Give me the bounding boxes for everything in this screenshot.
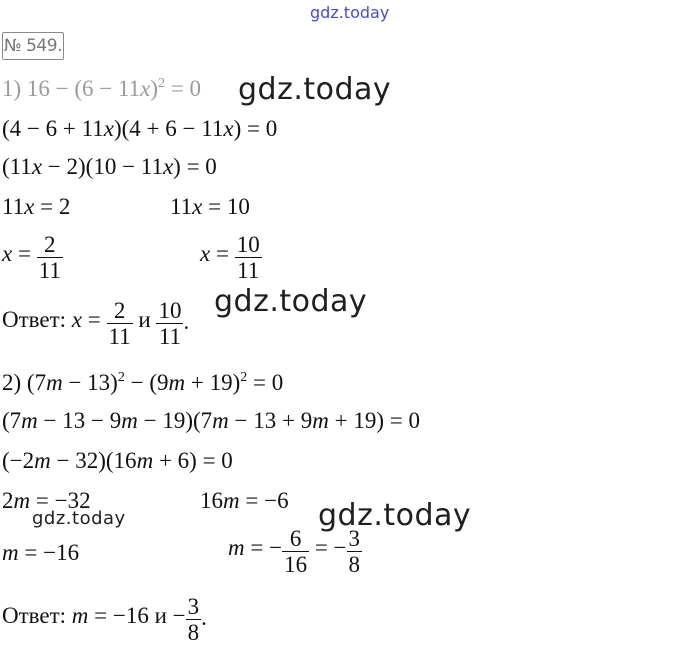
part2-root-eq-1: 2m = −32 <box>2 488 91 513</box>
fraction: $\frac{3}{8}$ <box>348 526 361 577</box>
part2-root-1: m = −16 <box>2 540 80 565</box>
part2-root-eq-2: 16m = −6 <box>200 488 289 513</box>
watermark: gdz.today <box>318 498 472 533</box>
part2-answer: Ответ: m = −16 и − $\frac{3}{8}$ . <box>2 594 207 645</box>
part2-root-2: m = − $\frac{6}{16}$ = − $\frac{3}{8}$ <box>228 526 361 577</box>
part2-step-factor: (7m − 13 − 9m − 19)(7m − 13 + 9m + 19) = 0 <box>2 408 420 433</box>
part1-equation: 1) $16 - (6 - 11x)^2 = 0$ <box>2 76 202 101</box>
part1-root-eq-2: 11x = 10 <box>170 194 250 219</box>
part2-step-simplify: (−2m − 32)(16m + 6) = 0 <box>2 448 233 473</box>
part1-step-factor: (4 − 6 + 11x)(4 + 6 − 11x) = 0 <box>2 116 278 141</box>
fraction: $\frac{2}{11}$ <box>38 232 61 283</box>
part1-answer: Ответ: x = $\frac{2}{11}$ и $\frac{10}{11}$ . <box>2 298 190 349</box>
watermark: gdz.today <box>32 508 126 529</box>
fraction: $\frac{10}{11}$ <box>236 232 260 283</box>
part1-root-eq-1: 11x = 2 <box>2 194 71 219</box>
part2-equation: 2) $(7m - 13)^2 - (9m + 19)^2 = 0$ <box>2 370 284 395</box>
fraction: $\frac{3}{8}$ <box>187 594 200 645</box>
fraction: $\frac{6}{16}$ <box>284 526 308 577</box>
fraction: $\frac{2}{11}$ <box>108 298 131 349</box>
task-number: № 549. <box>2 32 64 60</box>
part1-root-1: x = $\frac{2}{11}$ <box>2 232 61 283</box>
part1-step-simplify: (11x − 2)(10 − 11x) = 0 <box>2 154 217 179</box>
part1-root-2: x = $\frac{10}{11}$ <box>200 232 260 283</box>
watermark: gdz.today <box>214 284 368 319</box>
watermark: gdz.today <box>310 3 390 22</box>
fraction: $\frac{10}{11}$ <box>158 298 182 349</box>
watermark: gdz.today <box>238 72 392 107</box>
